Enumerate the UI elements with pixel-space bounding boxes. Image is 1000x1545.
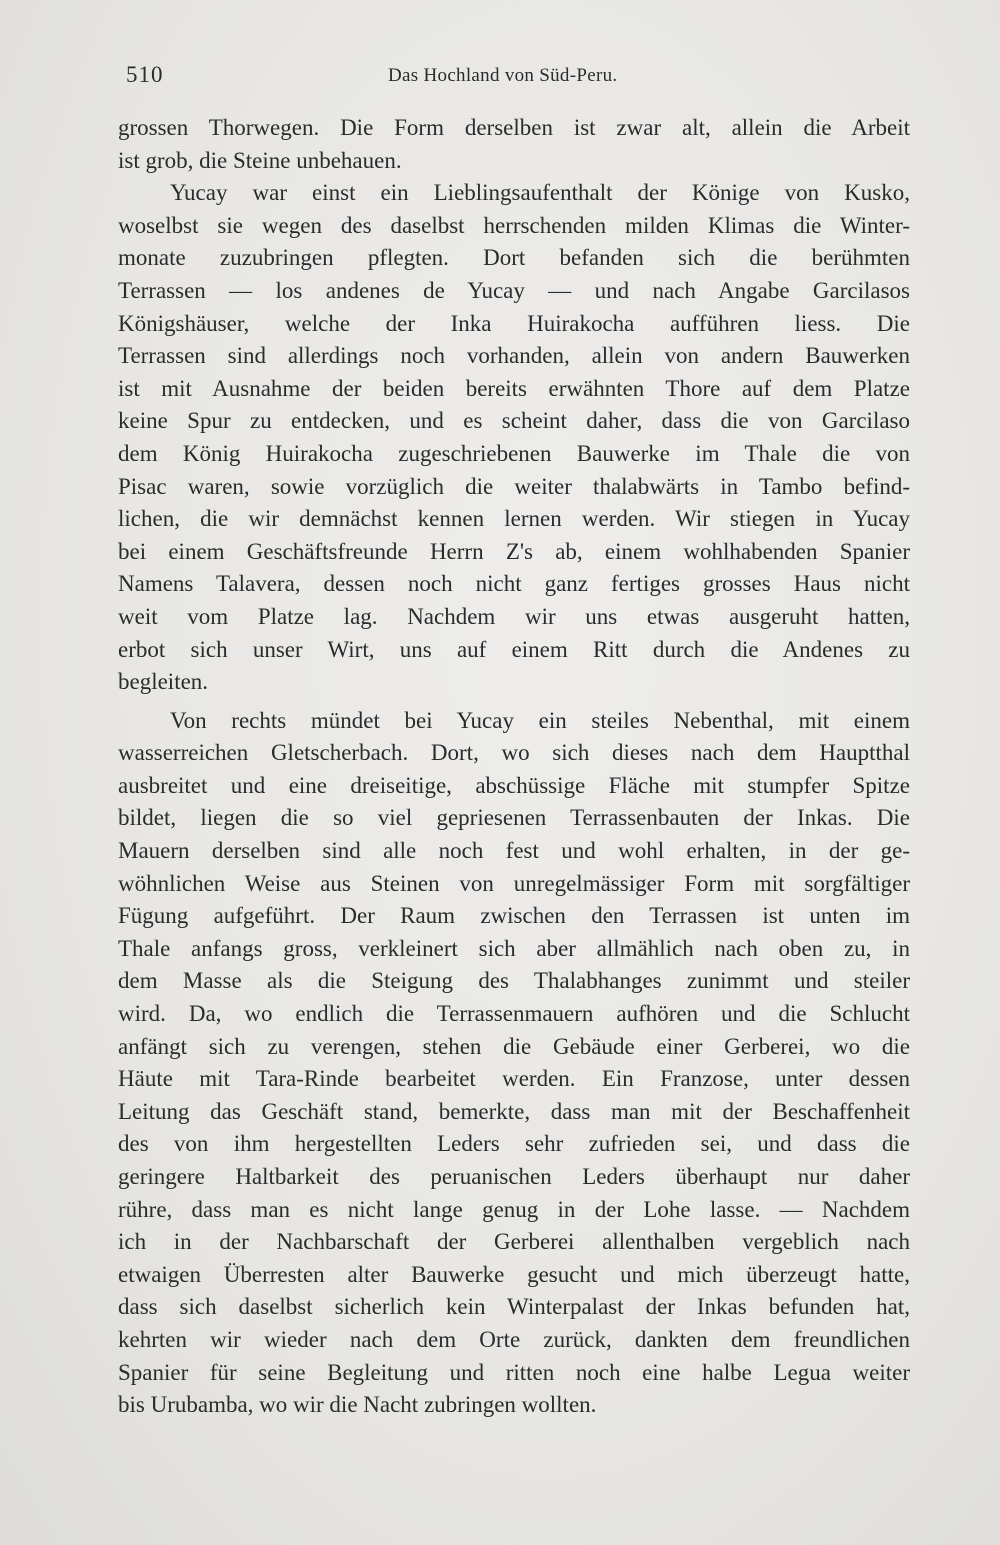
text-line: Von rechts mündet bei Yucay ein steiles Nebenthal, mit einem	[170, 707, 910, 733]
text-line: kehrten wir wieder nach dem Orte zurück, dankten dem freundlichen	[118, 1326, 910, 1352]
text-line: Pisac waren, sowie vorzüglich die weiter thalabwärts in Tambo befind-	[118, 473, 910, 499]
text-line: erbot sich unser Wirt, uns auf einem Ritt durch die Andenes zu	[118, 636, 910, 662]
text-line: anfängt sich zu verengen, stehen die Gebäude einer Gerberei, wo die	[118, 1033, 910, 1059]
text-line: dem Masse als die Steigung des Thalabhanges zunimmt und steiler	[118, 968, 910, 994]
text-line: ist mit Ausnahme der beiden bereits erwähnten Thore auf dem Platze	[118, 375, 910, 401]
text-line: Häute mit Tara-Rinde bearbeitet werden. Ein Franzose, unter dessen	[118, 1066, 910, 1092]
page-header	[126, 62, 900, 92]
text-line: Terrassen sind allerdings noch vorhanden, allein von andern Bauwerken	[118, 343, 910, 369]
text-line: keine Spur zu entdecken, und es scheint daher, dass die von Garcilaso	[118, 408, 910, 434]
text-line: woselbst sie wegen des daselbst herrschenden milden Klimas die Winter-	[118, 212, 910, 238]
text-line: monate zuzubringen pflegten. Dort befanden sich die berühmten	[118, 245, 910, 271]
text-line: des von ihm hergestellten Leders sehr zufrieden sei, und dass die	[118, 1131, 910, 1157]
text-line: bildet, liegen die so viel gepriesenen Terrassenbauten der Inkas. Die	[118, 805, 910, 831]
text-line: weit vom Platze lag. Nachdem wir uns etwas ausgeruht hatten,	[118, 603, 910, 629]
text-line: Thale anfangs gross, verkleinert sich aber allmählich nach oben zu, in	[118, 935, 910, 961]
text-line: ausbreitet und eine dreiseitige, abschüssige Fläche mit stumpfer Spitze	[118, 772, 910, 798]
text-line: Spanier für seine Begleitung und ritten noch eine halbe Legua weiter	[118, 1359, 910, 1385]
running-title: Das Hochland von Süd-Peru.	[388, 65, 618, 86]
text-line: begleiten.	[118, 669, 209, 695]
text-line: Yucay war einst ein Lieblingsaufenthalt der Könige von Kusko,	[170, 180, 910, 206]
body-text	[118, 112, 910, 1422]
text-line: wird. Da, wo endlich die Terrassenmauern aufhören und die Schlucht	[118, 1001, 910, 1027]
page-number: 510	[126, 62, 164, 87]
text-line: dass sich daselbst sicherlich kein Winterpalast der Inkas befunden hat,	[118, 1294, 910, 1320]
text-line: ich in der Nachbarschaft der Gerberei allenthalben vergeblich nach	[118, 1229, 910, 1255]
text-line: ist grob, die Steine unbehauen.	[118, 147, 402, 173]
text-line: grossen Thorwegen. Die Form derselben ist zwar alt, allein die Arbeit	[118, 115, 910, 140]
text-line: wasserreichen Gletscherbach. Dort, wo sich dieses nach dem Hauptthal	[118, 740, 910, 766]
text-line: Fügung aufgeführt. Der Raum zwischen den Terrassen ist unten im	[118, 903, 910, 929]
text-line: bis Urubamba, wo wir die Nacht zubringen wollten.	[118, 1392, 597, 1418]
text-line: Namens Talavera, dessen noch nicht ganz fertiges grosses Haus nicht	[118, 571, 910, 597]
text-line: rühre, dass man es nicht lange genug in der Lohe lasse. — Nachdem	[118, 1196, 910, 1222]
text-line: Terrassen — los andenes de Yucay — und nach Angabe Garcilasos	[118, 277, 910, 303]
text-line: geringere Haltbarkeit des peruanischen Leders überhaupt nur daher	[118, 1164, 910, 1189]
text-line: etwaigen Überresten alter Bauwerke gesucht und mich überzeugt hatte,	[118, 1261, 910, 1287]
text-line: lichen, die wir demnächst kennen lernen werden. Wir stiegen in Yucay	[118, 506, 910, 532]
text-line: Leitung das Geschäft stand, bemerkte, dass man mit der Beschaffenheit	[118, 1098, 910, 1124]
text-line: wöhnlichen Weise aus Steinen von unregelmässiger Form mit sorgfältiger	[118, 870, 910, 896]
text-line: dem König Huirakocha zugeschriebenen Bauwerke im Thale die von	[118, 440, 910, 466]
text-line: Königshäuser, welche der Inka Huirakocha aufführen liess. Die	[118, 310, 910, 336]
text-line: bei einem Geschäftsfreunde Herrn Z's ab, einem wohlhabenden Spanier	[118, 538, 910, 564]
text-line: Mauern derselben sind alle noch fest und wohl erhalten, in der ge-	[118, 838, 910, 864]
